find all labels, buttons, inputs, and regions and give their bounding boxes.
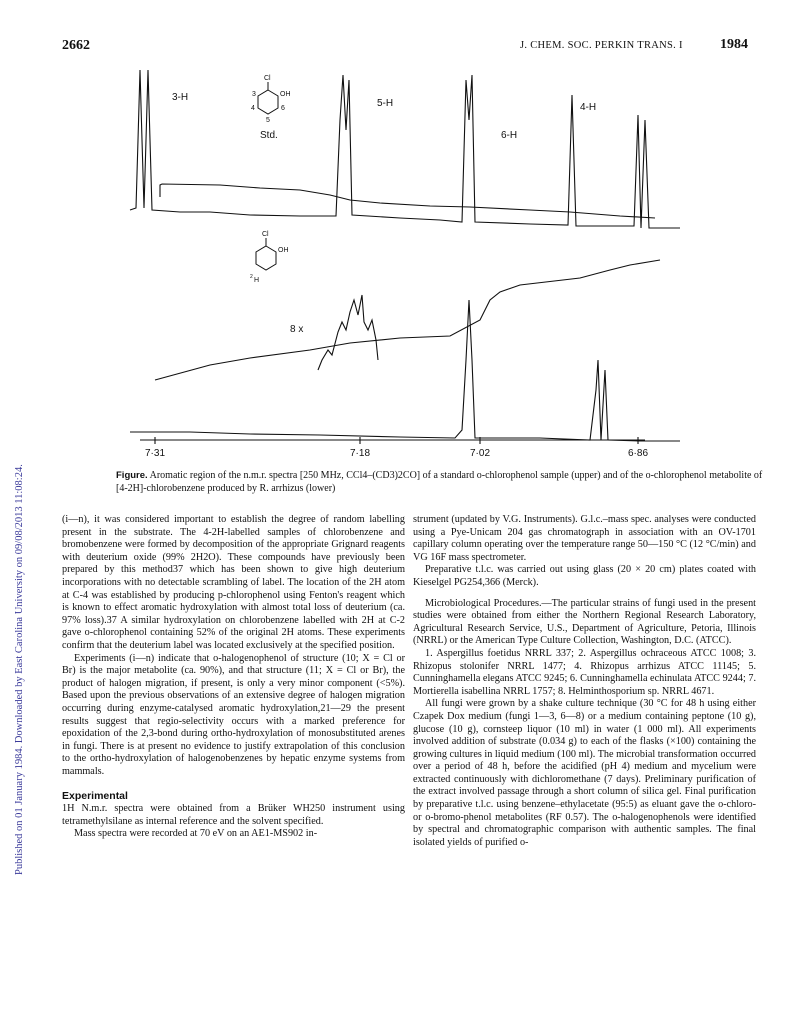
- right-paragraph-1: strument (updated by V.G. Instruments). G.l.c.–mass spec. analyses were conducted using a Pye-Unicam 204 gas chromatograph in association with an OV-1701 capillary column operating over the temperature range 50—150 °C (12 °C/min) and VG 16F mass spectrometer.: [413, 514, 756, 563]
- upper-structure-n3: 3: [252, 91, 256, 98]
- running-year: 1984: [720, 37, 748, 52]
- upper-structure-n4: 4: [251, 105, 255, 112]
- caption-text: Aromatic region of the n.m.r. spectra [250 MHz, CCl4–(CD3)2CO] of a standard o-chlorophenol sample (upper) and of the o-chlorophenol metabolite of [4-2H]-chlorobenzene produced by R. arrhizus (lower): [116, 470, 763, 494]
- right-column: [413, 514, 756, 849]
- upper-structure-n5: 5: [266, 117, 270, 124]
- peak-label-5h: 5-H: [377, 98, 394, 109]
- left-paragraph-3: 1H N.m.r. spectra were obtained from a Brüker WH250 instrument using tetramethylsilane as internal reference and the solvent specified.: [62, 803, 405, 827]
- lower-structure: [250, 231, 289, 284]
- magnification-label: 8 x: [290, 324, 304, 335]
- lower-spectrum-trace: [130, 300, 680, 441]
- right-paragraph-3: Microbiological Procedures.—The particular strains of fungi used in the present studies were obtained from either the Northern Regional Research Laboratory, Agricultural Research Service, U.S., Department of Agriculture, Petoria, Illinois (NRRL) or the American Type Culture Collection, Washington, D.C. (ATCC).: [413, 597, 756, 647]
- right-paragraph-5: All fungi were grown by a shake culture technique (30 °C for 48 h using either Czapek Dox medium (fungi 1—3, 6—8) or a medium containing peptone (10 g), glucose (10 g), cornsteep liquor (10 ml) in water (1 000 ml). All experiments involved addition of substrate (0.034 g) to each of the flasks (×100) containing the growing cultures in liquid medium (100 ml). The microbial transformation occurred over a period of 48 h, before the acidified (pH 4) medium and mycelium were extracted continuously with dichloromethane (7 days). Preliminary purification of the extract involved passage through a short column of silica gel. Final purification by preparative t.l.c. using benzene–ethylacetate (95:5) as eluant gave the o-chloro- or o-bromo-phenol metabolites (RF 0.57). The o-halogenophenols were identified by spectral and chromatographic comparison with authentic samples. The final isolated yields of purified o-: [413, 698, 756, 848]
- caption-label: Figure.: [116, 470, 148, 481]
- section-heading-experimental: Experimental: [62, 790, 128, 803]
- lower-structure-deut: 2: [250, 274, 253, 280]
- figure-caption: [116, 470, 776, 495]
- tick-label-702: 7·02: [470, 448, 491, 459]
- left-column: [62, 514, 405, 841]
- lower-structure-h: H: [254, 277, 260, 284]
- nmr-spectrum-figure: [100, 60, 680, 462]
- upper-integral-trace: [160, 184, 655, 218]
- lower-integral-trace: [155, 260, 660, 380]
- tick-label-731: 7·31: [145, 448, 166, 459]
- upper-structure: [251, 75, 291, 124]
- running-head: J. CHEM. SOC. PERKIN TRANS. I: [520, 40, 683, 51]
- download-watermark-text: Published on 01 January 1984. Downloaded by East Carolina University on 09/08/2013 11:08:24.: [14, 464, 25, 875]
- left-paragraph-2: Experiments (i—n) indicate that o-halogenophenol of structure (10; X = Cl or Br) is the major metabolite (ca. 90%), and that structure (11; X = Cl or Br), the product of halogen migration, if present, is only a very minor component (<5%). Based upon the previous observations of an extensive degree of halogen migration occurring during enzyme-catalysed aromatic hydroxylation,21—29 the present results suggest that regio-selectivity occurs with a marked preference for epoxidation of the 2,3-bond during ortho-hydroxylation of monosubstituted arenes in fungi. There is at present no evidence to justify extrapolation of this conclusion to the ortho-hydroxylation of halogenobenzenes by hepatic enzyme systems from mammals.: [62, 652, 405, 777]
- peak-label-3h: 3-H: [172, 92, 189, 103]
- tick-label-718: 7·18: [350, 448, 371, 459]
- left-paragraph-1: (i—n), it was considered important to establish the degree of random labelling present in the substrate. The 4-2H-labelled samples of chlorobenzene and bromobenzene were formed by decomposition of the appropriate Grignard reagents with deuterium oxide (99% 2H2O). These compounds have previously been prepared by this method37 which has been shown to give high deuterium incorporations with no detectable scrambling of label. The location of the 2H atom at C-4 was established by producing p-chlorophenol using Fenton's reagent which is known to effect aromatic hydroxylation with almost total loss of deuterium (ca. 97% loss).37 A similar hydroxylation on chlorobenzene labelled with 2H at C-2 gave o-chlorophenol containing 52% of the original 2H atoms. These experiments confirm that the deuterium label was located exclusively at the specified position.: [62, 514, 405, 651]
- upper-structure-oh: OH: [280, 91, 291, 98]
- peak-label-4h: 4-H: [580, 102, 597, 113]
- expansion-8x-trace: [318, 295, 378, 370]
- tick-label-686: 6·86: [628, 448, 649, 459]
- upper-structure-n6: 6: [281, 105, 285, 112]
- right-paragraph-4: 1. Aspergillus foetidus NRRL 337; 2. Aspergillus ochraceous ATCC 1008; 3. Rhizopus stolonifer NRRL 1477; 4. Rhizopus arrhizus ATCC 11145; 5. Cunninghamella elegans ATCC 9245; 6. Cunninghamella echinulata ATCC 9244; 7. Mortierella isabellina NRRL 1757; 8. Helminthosporium sp. NRRL 4671.: [413, 647, 756, 697]
- right-paragraph-2: Preparative t.l.c. was carried out using glass (20 × 20 cm) plates coated with Kieselgel PG254,366 (Merck).: [413, 564, 756, 588]
- lower-structure-oh: OH: [278, 247, 289, 254]
- peak-label-6h: 6-H: [501, 130, 518, 141]
- upper-structure-cl: Cl: [264, 75, 271, 82]
- page-number: 2662: [62, 38, 90, 53]
- download-watermark: [2, 175, 25, 875]
- lower-structure-cl: Cl: [262, 231, 269, 238]
- left-paragraph-4: Mass spectra were recorded at 70 eV on an AE1-MS902 in-: [74, 828, 318, 840]
- std-label: Std.: [260, 130, 278, 141]
